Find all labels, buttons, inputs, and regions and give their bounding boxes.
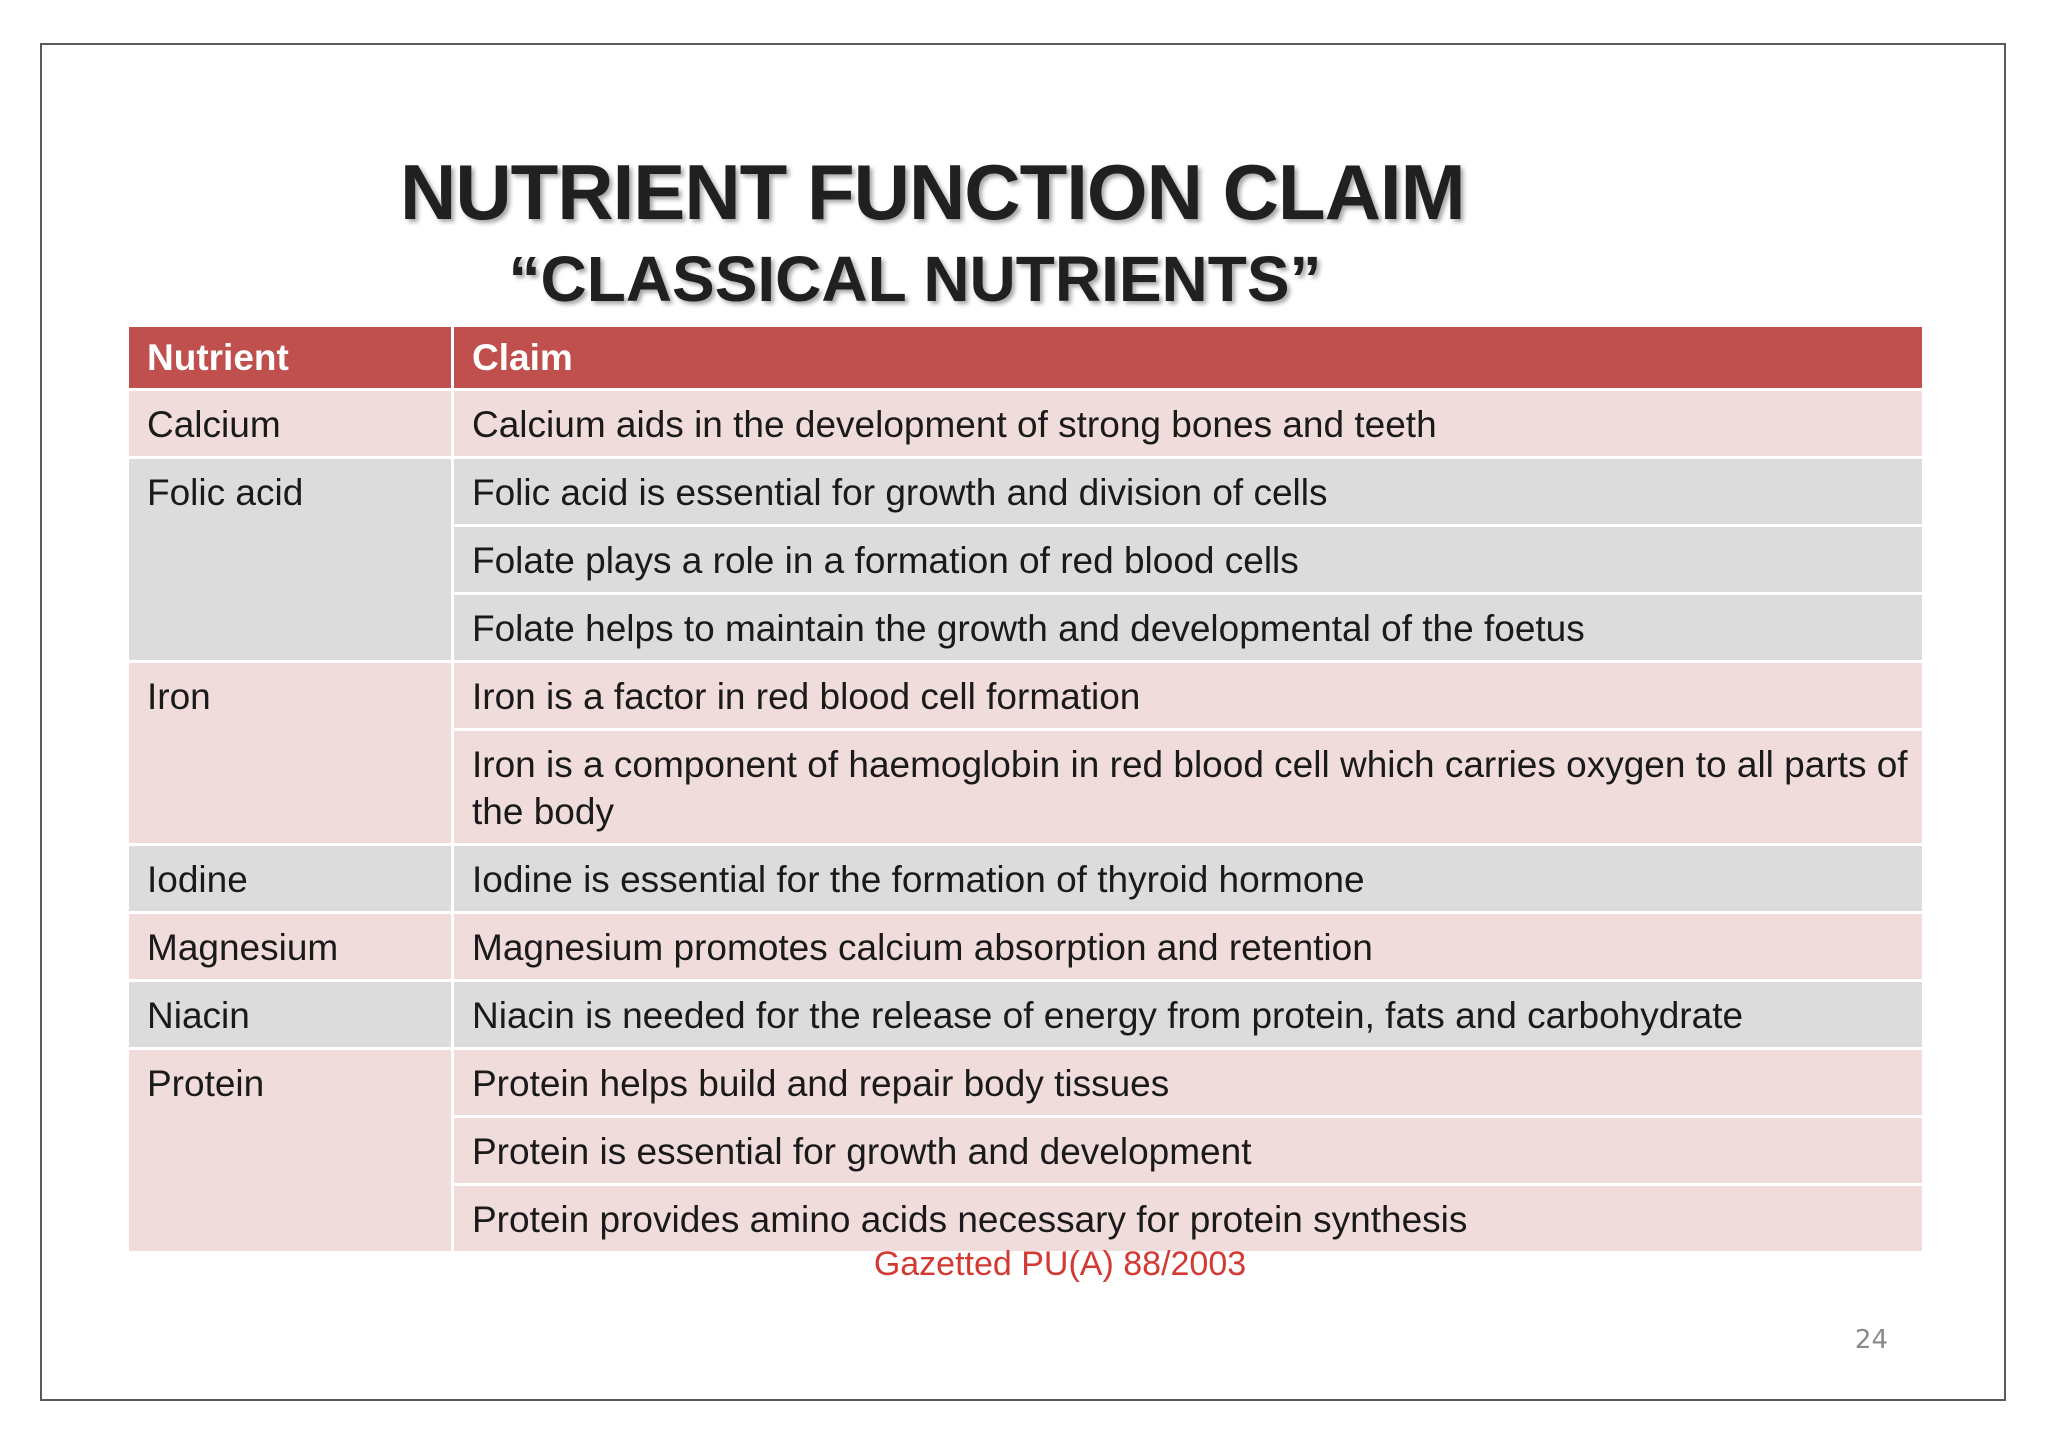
- table-header-row: [128, 326, 1924, 390]
- table-row-protein: [128, 1049, 1924, 1117]
- claim-cell: Protein is essential for growth and development: [453, 1117, 1924, 1185]
- claim-cell: Protein helps build and repair body tissues: [453, 1049, 1924, 1117]
- nutrient-cell-iron: Iron: [128, 662, 453, 845]
- nutrient-cell-protein: Protein: [128, 1049, 453, 1253]
- claim-cell: Iodine is essential for the formation of thyroid hormone: [453, 845, 1924, 913]
- nutrient-cell-folic-acid: Folic acid: [128, 458, 453, 662]
- claim-cell: Folic acid is essential for growth and division of cells: [453, 458, 1924, 526]
- header-nutrient: Nutrient: [128, 326, 453, 390]
- table-row-iodine: [128, 845, 1924, 913]
- claim-cell: Iron is a factor in red blood cell formation: [453, 662, 1924, 730]
- table-row-niacin: [128, 981, 1924, 1049]
- nutrient-cell-magnesium: Magnesium: [128, 913, 453, 981]
- claim-cell: Folate helps to maintain the growth and developmental of the foetus: [453, 594, 1924, 662]
- nutrient-cell-niacin: Niacin: [128, 981, 453, 1049]
- header-claim: Claim: [453, 326, 1924, 390]
- page-number: 24: [1854, 1325, 1888, 1355]
- nutrient-claims-table: [126, 324, 1925, 1254]
- table-row-folic-acid: [128, 458, 1924, 526]
- claim-cell: Niacin is needed for the release of energy from protein, fats and carbohydrate: [453, 981, 1924, 1049]
- claim-cell: Protein provides amino acids necessary for protein synthesis: [453, 1185, 1924, 1253]
- source-footnote: Gazetted PU(A) 88/2003: [873, 1245, 1247, 1283]
- nutrient-cell-calcium: Calcium: [128, 390, 453, 458]
- claim-cell: Folate plays a role in a formation of red blood cells: [453, 526, 1924, 594]
- slide-subtitle: “CLASSICAL NUTRIENTS”: [508, 243, 1322, 315]
- slide-title: NUTRIENT FUNCTION CLAIM: [400, 148, 1465, 236]
- table-row-calcium: [128, 390, 1924, 458]
- claim-cell: Iron is a component of haemoglobin in red blood cell which carries oxygen to all parts of the body: [453, 730, 1924, 845]
- claim-cell: Calcium aids in the development of strong bones and teeth: [453, 390, 1924, 458]
- nutrient-cell-iodine: Iodine: [128, 845, 453, 913]
- table-row-iron: [128, 662, 1924, 730]
- claim-cell: Magnesium promotes calcium absorption and retention: [453, 913, 1924, 981]
- table-row-magnesium: [128, 913, 1924, 981]
